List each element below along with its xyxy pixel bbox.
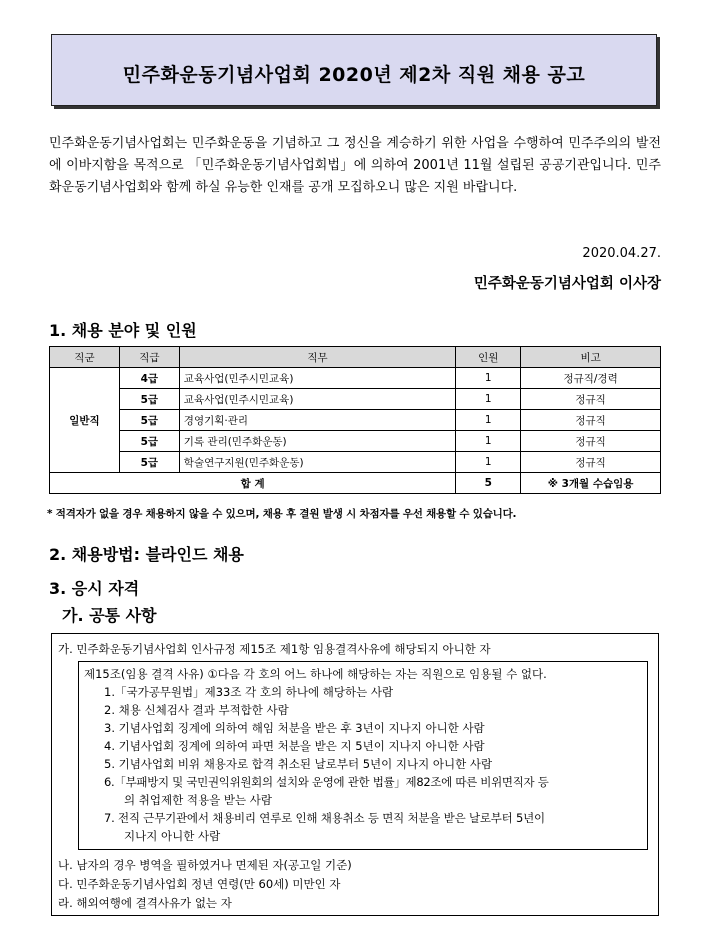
regulation-item: 3. 기념사업회 징계에 의하여 해임 처분을 받은 후 3년이 지나지 아니한 사람 [104, 721, 485, 735]
total-row [50, 473, 661, 494]
header-count: 인원 [456, 347, 521, 368]
header-group: 직군 [50, 347, 120, 368]
header-grade: 직급 [119, 347, 179, 368]
count-cell: 1 [456, 452, 521, 473]
regulation-item-continued: 의 취업제한 적용을 받는 사람 [124, 793, 272, 807]
grade-cell: 5급 [119, 431, 179, 452]
item-da: 다. 민주화운동기념사업회 정년 연령(만 60세) 미만인 자 [58, 877, 341, 891]
count-cell: 1 [456, 368, 521, 389]
duty-cell: 경영기획·관리 [179, 410, 456, 431]
recruitment-table [49, 346, 661, 494]
section3-heading: 3. 응시 자격 [49, 579, 140, 598]
regulation-item: 5. 기념사업회 비위 채용자로 합격 취소된 날로부터 5년이 지나지 아니한 사람 [104, 757, 493, 771]
note-cell: 정규직/경력 [521, 368, 661, 389]
count-cell: 1 [456, 431, 521, 452]
grade-cell: 5급 [119, 452, 179, 473]
regulation-item-continued: 지나지 아니한 사람 [124, 829, 221, 843]
header-duty: 직무 [179, 347, 456, 368]
regulation-item: 2. 채용 신체검사 결과 부적합한 사람 [104, 703, 289, 717]
grade-cell: 4급 [119, 368, 179, 389]
section2-heading: 2. 채용방법: 블라인드 채용 [49, 545, 244, 564]
regulation-item: 1.「국가공무원법」제33조 각 호의 하나에 해당하는 사람 [104, 685, 394, 699]
count-cell: 1 [456, 410, 521, 431]
page-title: 민주화운동기념사업회 2020년 제2차 직원 채용 공고 [122, 64, 586, 86]
note-cell: 정규직 [521, 389, 661, 410]
table-footnote: * 적격자가 없을 경우 채용하지 않을 수 있으며, 채용 후 결원 발생 시 차점자를 우선 채용할 수 있습니다. [47, 508, 517, 520]
table-row [50, 389, 661, 410]
duty-cell: 학술연구지원(민주화운동) [179, 452, 456, 473]
header-note: 비고 [521, 347, 661, 368]
table-row [50, 368, 661, 389]
announcement-date: 2020.04.27. [582, 246, 661, 261]
note-cell: 정규직 [521, 431, 661, 452]
duty-cell: 교육사업(민주시민교육) [179, 389, 456, 410]
note-cell: 정규직 [521, 410, 661, 431]
regulation-item: 7. 전직 근무기관에서 채용비리 연루로 인해 채용취소 등 면직 처분을 받은 날로부터 5년이 [104, 811, 545, 825]
title-box [51, 34, 657, 106]
section3-subheading: 가. 공통 사항 [62, 606, 157, 625]
item-ra: 라. 해외여행에 결격사유가 없는 자 [58, 896, 232, 910]
group-cell: 일반직 [50, 368, 120, 473]
total-label: 합 계 [50, 473, 456, 494]
table-row [50, 410, 661, 431]
count-cell: 1 [456, 389, 521, 410]
note-cell: 정규직 [521, 452, 661, 473]
regulation-item: 4. 기념사업회 징계에 의하여 파면 처분을 받은 지 5년이 지나지 아니한 사람 [104, 739, 485, 753]
duty-cell: 기록 관리(민주화운동) [179, 431, 456, 452]
total-count: 5 [456, 473, 521, 494]
item-na: 나. 남자의 경우 병역을 필하였거나 면제된 자(공고일 기준) [58, 858, 352, 872]
total-note: ※ 3개월 수습임용 [521, 473, 661, 494]
table-row [50, 431, 661, 452]
intro-paragraph: 민주화운동기념사업회는 민주화운동을 기념하고 그 정신을 계승하기 위한 사업을 수행하여 민주주의의 발전에 이바지함을 목적으로 「민주화운동기념사업회법」에 의하여 2001년 11월 설립된 공공기관입니다. 민주화운동기념사업회와 함께 하실 유능한 인재를 공개 모집하오니 많은 지원 바랍니다. [49, 136, 661, 195]
table-row [50, 452, 661, 473]
duty-cell: 교육사업(민주시민교육) [179, 368, 456, 389]
regulation-item: 6.「부패방지 및 국민권익위원회의 설치와 운영에 관한 법률」제82조에 따른 비위면직자 등 [104, 775, 549, 789]
regulation-intro: 제15조(임용 결격 사유) ①다음 각 호의 어느 하나에 해당하는 자는 직원으로 임용될 수 없다. [84, 667, 547, 681]
table-header-row [50, 347, 661, 368]
signer: 민주화운동기념사업회 이사장 [473, 276, 661, 292]
section1-heading: 1. 채용 분야 및 인원 [49, 321, 197, 340]
grade-cell: 5급 [119, 410, 179, 431]
grade-cell: 5급 [119, 389, 179, 410]
item-ga: 가. 민주화운동기념사업회 인사규정 제15조 제1항 임용결격사유에 해당되지 아니한 자 [58, 642, 491, 656]
